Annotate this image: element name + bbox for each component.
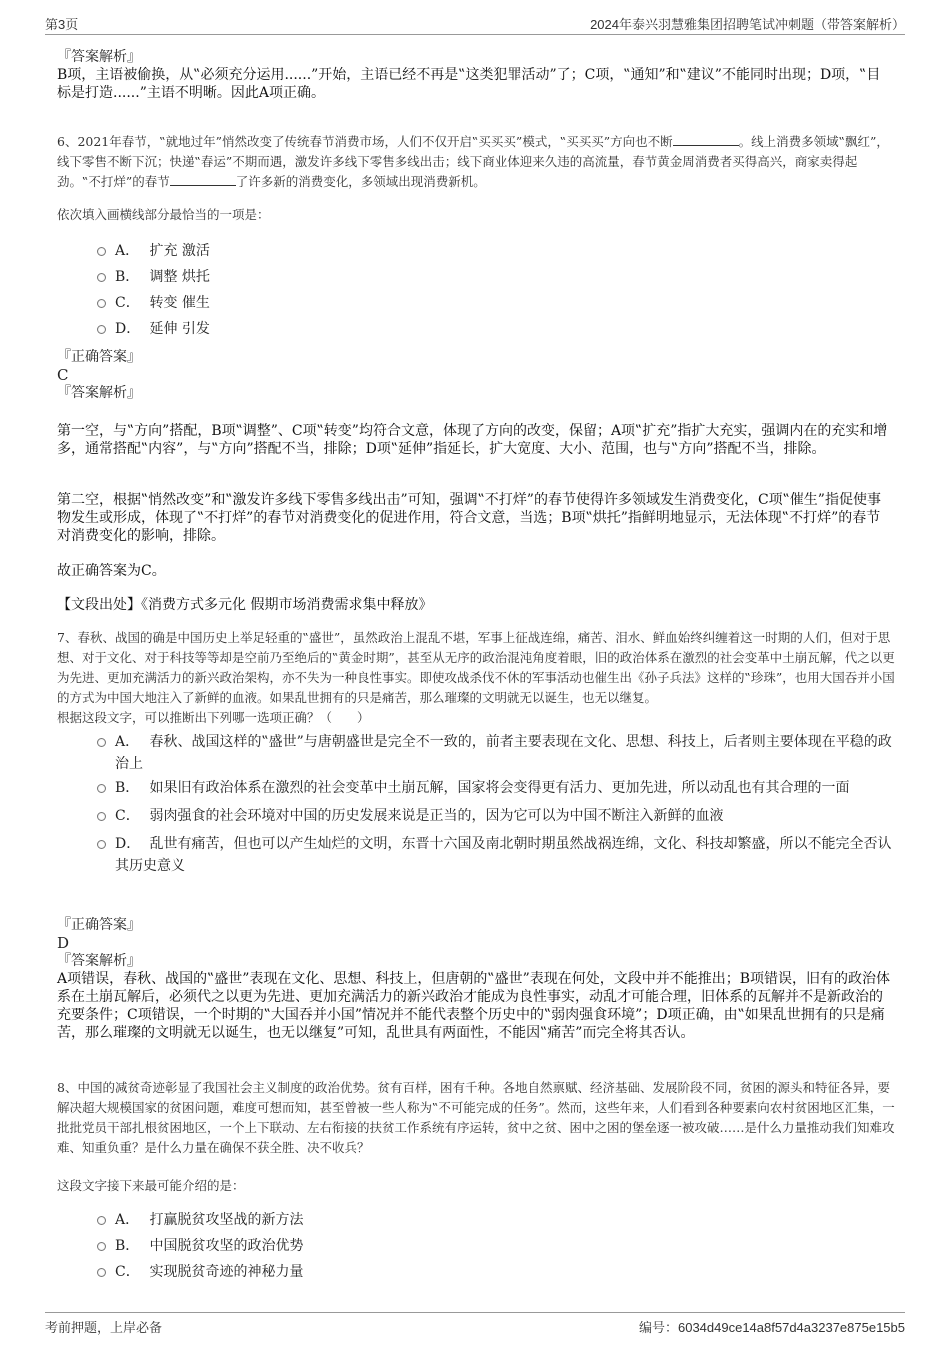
q7-prompt: 根据这段文字，可以推断出下列哪一选项正确？（ ） <box>57 710 370 725</box>
radio-icon[interactable] <box>97 812 106 821</box>
option-b[interactable]: B． 调整 烘托 <box>97 266 892 288</box>
q7-answer <box>57 916 892 1042</box>
q6-stem-part1: 6、2021年春节，‟就地过年”悄然改变了传统春节消费市场，人们不仅开启‟买买买”模式，‟买买买”方向也不断 <box>57 134 673 149</box>
document-title: 2024年泰兴羽慧雅集团招聘笔试冲刺题（带答案解析） <box>590 17 905 32</box>
radio-icon[interactable] <box>97 325 106 334</box>
radio-icon[interactable] <box>97 784 106 793</box>
q8-stem: 8、中国的减贫奇迹彰显了我国社会主义制度的政治优势。贫有百样，困有千种。各地自然禀赋、经济基础、发展阶段不同，贫困的源头和特征各异，要解决超大规模国家的贫困问题，难度可想而知，甚至曾被一些人称为‟不可能完成的任务”。然而，这些年来，人们看到各种要素向农村贫困地区汇集，一批批党员干部扎根贫困地区，一个上下联动、左右衔接的扶贫工作系统有序运转，贫中之贫、困中之困的堡垒逐一被攻破……是什么力量推动我们知难攻难、知重负重？是什么力量在确保不获全胜、决不收兵？ <box>57 1080 895 1155</box>
q8-options <box>97 1209 892 1283</box>
correct-label: 『正确答案』 <box>57 349 141 365</box>
option-d[interactable]: D． 乱世有痛苦，但也可以产生灿烂的文明，东晋十六国及南北朝时期虽然战祸连绵，文化、科技却繁盛，所以不能完全否认其历史意义 <box>97 833 892 877</box>
radio-icon[interactable] <box>97 299 106 308</box>
fill-blank-2 <box>170 173 236 186</box>
option-b[interactable]: B． 如果旧有政治体系在激烈的社会变革中土崩瓦解，国家将会变得更有活力、更加先进，所以动乱也有其合理的一面 <box>97 777 892 799</box>
radio-icon[interactable] <box>97 247 106 256</box>
q6-options <box>97 240 892 340</box>
radio-icon[interactable] <box>97 738 106 747</box>
q7-options <box>97 731 892 877</box>
option-c[interactable]: C． 实现脱贫奇迹的神秘力量 <box>97 1261 892 1283</box>
analysis-label: 『答案解析』 <box>57 385 141 401</box>
correct-answer: C <box>57 366 69 384</box>
q6-source: 【文段出处】《消费方式多元化 假期市场消费需求集中释放》 <box>57 597 433 613</box>
q6-stem <box>57 132 898 192</box>
q7-stem: 7、春秋、战国的确是中国历史上举足轻重的‟盛世”，虽然政治上混乱不堪，军事上征战连绵，痛苦、泪水、鲜血始终纠缠着这一时期的人们，但对于思想、对于文化、对于科技等等却是空前乃至绝后的‟黄金时期”，甚至从无序的政治混沌角度着眼，旧的政治体系在激烈的社会变革中土崩瓦解，代之以更为先进、更加充满活力的新兴政治架构，亦不失为一种良性事实。即使攻战杀伐不休的军事活动也催生出《孙子兵法》这样的‟珍珠”，也用大国吞并小国的方式为中国大地注入了新鲜的血液。如果乱世拥有的只是痛苦，那么璀璨的文明就无以诞生，也无以继复。 <box>57 630 895 705</box>
footer-slogan: 考前押题，上岸必备 <box>45 1320 163 1335</box>
correct-answer: D <box>57 934 70 952</box>
analysis-label: 『答案解析』 <box>57 953 141 969</box>
q6-prompt: 依次填入画横线部分最恰当的一项是： <box>57 207 270 222</box>
option-a[interactable]: A． 春秋、战国这样的‟盛世”与唐朝盛世是完全不一致的，前者主要表现在文化、思想、科技上，后者则主要体现在平稳的政治上 <box>97 731 892 775</box>
q6-stem-part3: 了许多新的消费变化，多领域出现消费新机。 <box>235 174 486 189</box>
analysis-label: 『答案解析』 <box>57 49 141 65</box>
radio-icon[interactable] <box>97 1242 106 1251</box>
option-c[interactable]: C． 弱肉强食的社会环境对中国的历史发展来说是正当的，因为它可以为中国不断注入新鲜的血液 <box>97 805 892 827</box>
analysis-text: A项错误，春秋、战国的‟盛世”表现在文化、思想、科技上，但唐朝的‟盛世”表现在何处，文段中并不能推出；B项错误，旧有的政治体系在土崩瓦解后，必须代之以更为先进、更加充满活力的新兴政治才能成为良性事实，动乱才可能合理，旧体系的瓦解并不是新政治的充要条件；C项错误，一个时期的‟大国吞并小国”情况并不能代表整个历史中的‟弱肉强食环境”；D项正确，由‟如果乱世拥有的只是痛苦，那么璀璨的文明就无以诞生，也无以继复”可知，乱世具有两面性，不能因‟痛苦”而完全将其否认。 <box>57 971 891 1041</box>
radio-icon[interactable] <box>97 840 106 849</box>
option-a[interactable]: A． 扩充 激活 <box>97 240 892 262</box>
radio-icon[interactable] <box>97 1216 106 1225</box>
radio-icon[interactable] <box>97 1268 106 1277</box>
q6-analysis-para1: 第一空，与‟方向”搭配，B项‟调整”、C项‟转变”均符合文意，体现了方向的改变，保留；A项‟扩充”指扩大充实，强调内在的充实和增多，通常搭配‟内容”，与‟方向”搭配不当，排除；D项‟延伸”指延长，扩大宽度、大小、范围，也与‟方向”搭配不当，排除。 <box>57 423 888 457</box>
q6-analysis-para2: 第二空，根据‟悄然改变”和‟激发许多线下零售多线出击”可知，强调‟不打烊”的春节使得许多领域发生消费变化，C项‟催生”指促使事物发生或形成，体现了‟不打烊”的春节对消费变化的促进作用，符合文意，当选；B项‟烘托”指鲜明地显示，无法体现‟不打烊”的春节对消费变化的影响，排除。 <box>57 492 881 544</box>
radio-icon[interactable] <box>97 273 106 282</box>
fill-blank-1 <box>673 133 739 146</box>
analysis-text: B项，主语被偷换，从‟必须充分运用......”开始，主语已经不再是‟这类犯罪活动”了；C项，‟通知”和‟建议”不能同时出现；D项，‟目标是打造......”主语不明晰。因此A项正确。 <box>57 67 881 101</box>
option-d[interactable]: D． 延伸 引发 <box>97 318 892 340</box>
page-number: 第3页 <box>45 17 79 32</box>
document-serial: 编号：6034d49ce14a8f57d4a3237e875e15b5 <box>638 1320 905 1335</box>
q6-analysis-conclusion: 故正确答案为C。 <box>57 563 166 579</box>
q8-prompt: 这段文字接下来最可能介绍的是： <box>57 1178 245 1193</box>
q6-answer <box>57 348 892 402</box>
q5-analysis <box>57 48 892 102</box>
page-footer <box>45 1312 905 1339</box>
q6-stem-part2: 。线上消费多领域‟飘红”，线下零售不断下沉；快递‟春运”不期而遇，激发许多线下零售多线出击；线下商业体迎来久违的高流量，春节黄金周消费者买得高兴，商家卖得起劲。‟不打烊”的春节 <box>57 134 889 189</box>
option-a[interactable]: A． 打赢脱贫攻坚战的新方法 <box>97 1209 892 1231</box>
correct-label: 『正确答案』 <box>57 917 141 933</box>
option-b[interactable]: B． 中国脱贫攻坚的政治优势 <box>97 1235 892 1257</box>
option-c[interactable]: C． 转变 催生 <box>97 292 892 314</box>
page-header <box>45 14 905 35</box>
